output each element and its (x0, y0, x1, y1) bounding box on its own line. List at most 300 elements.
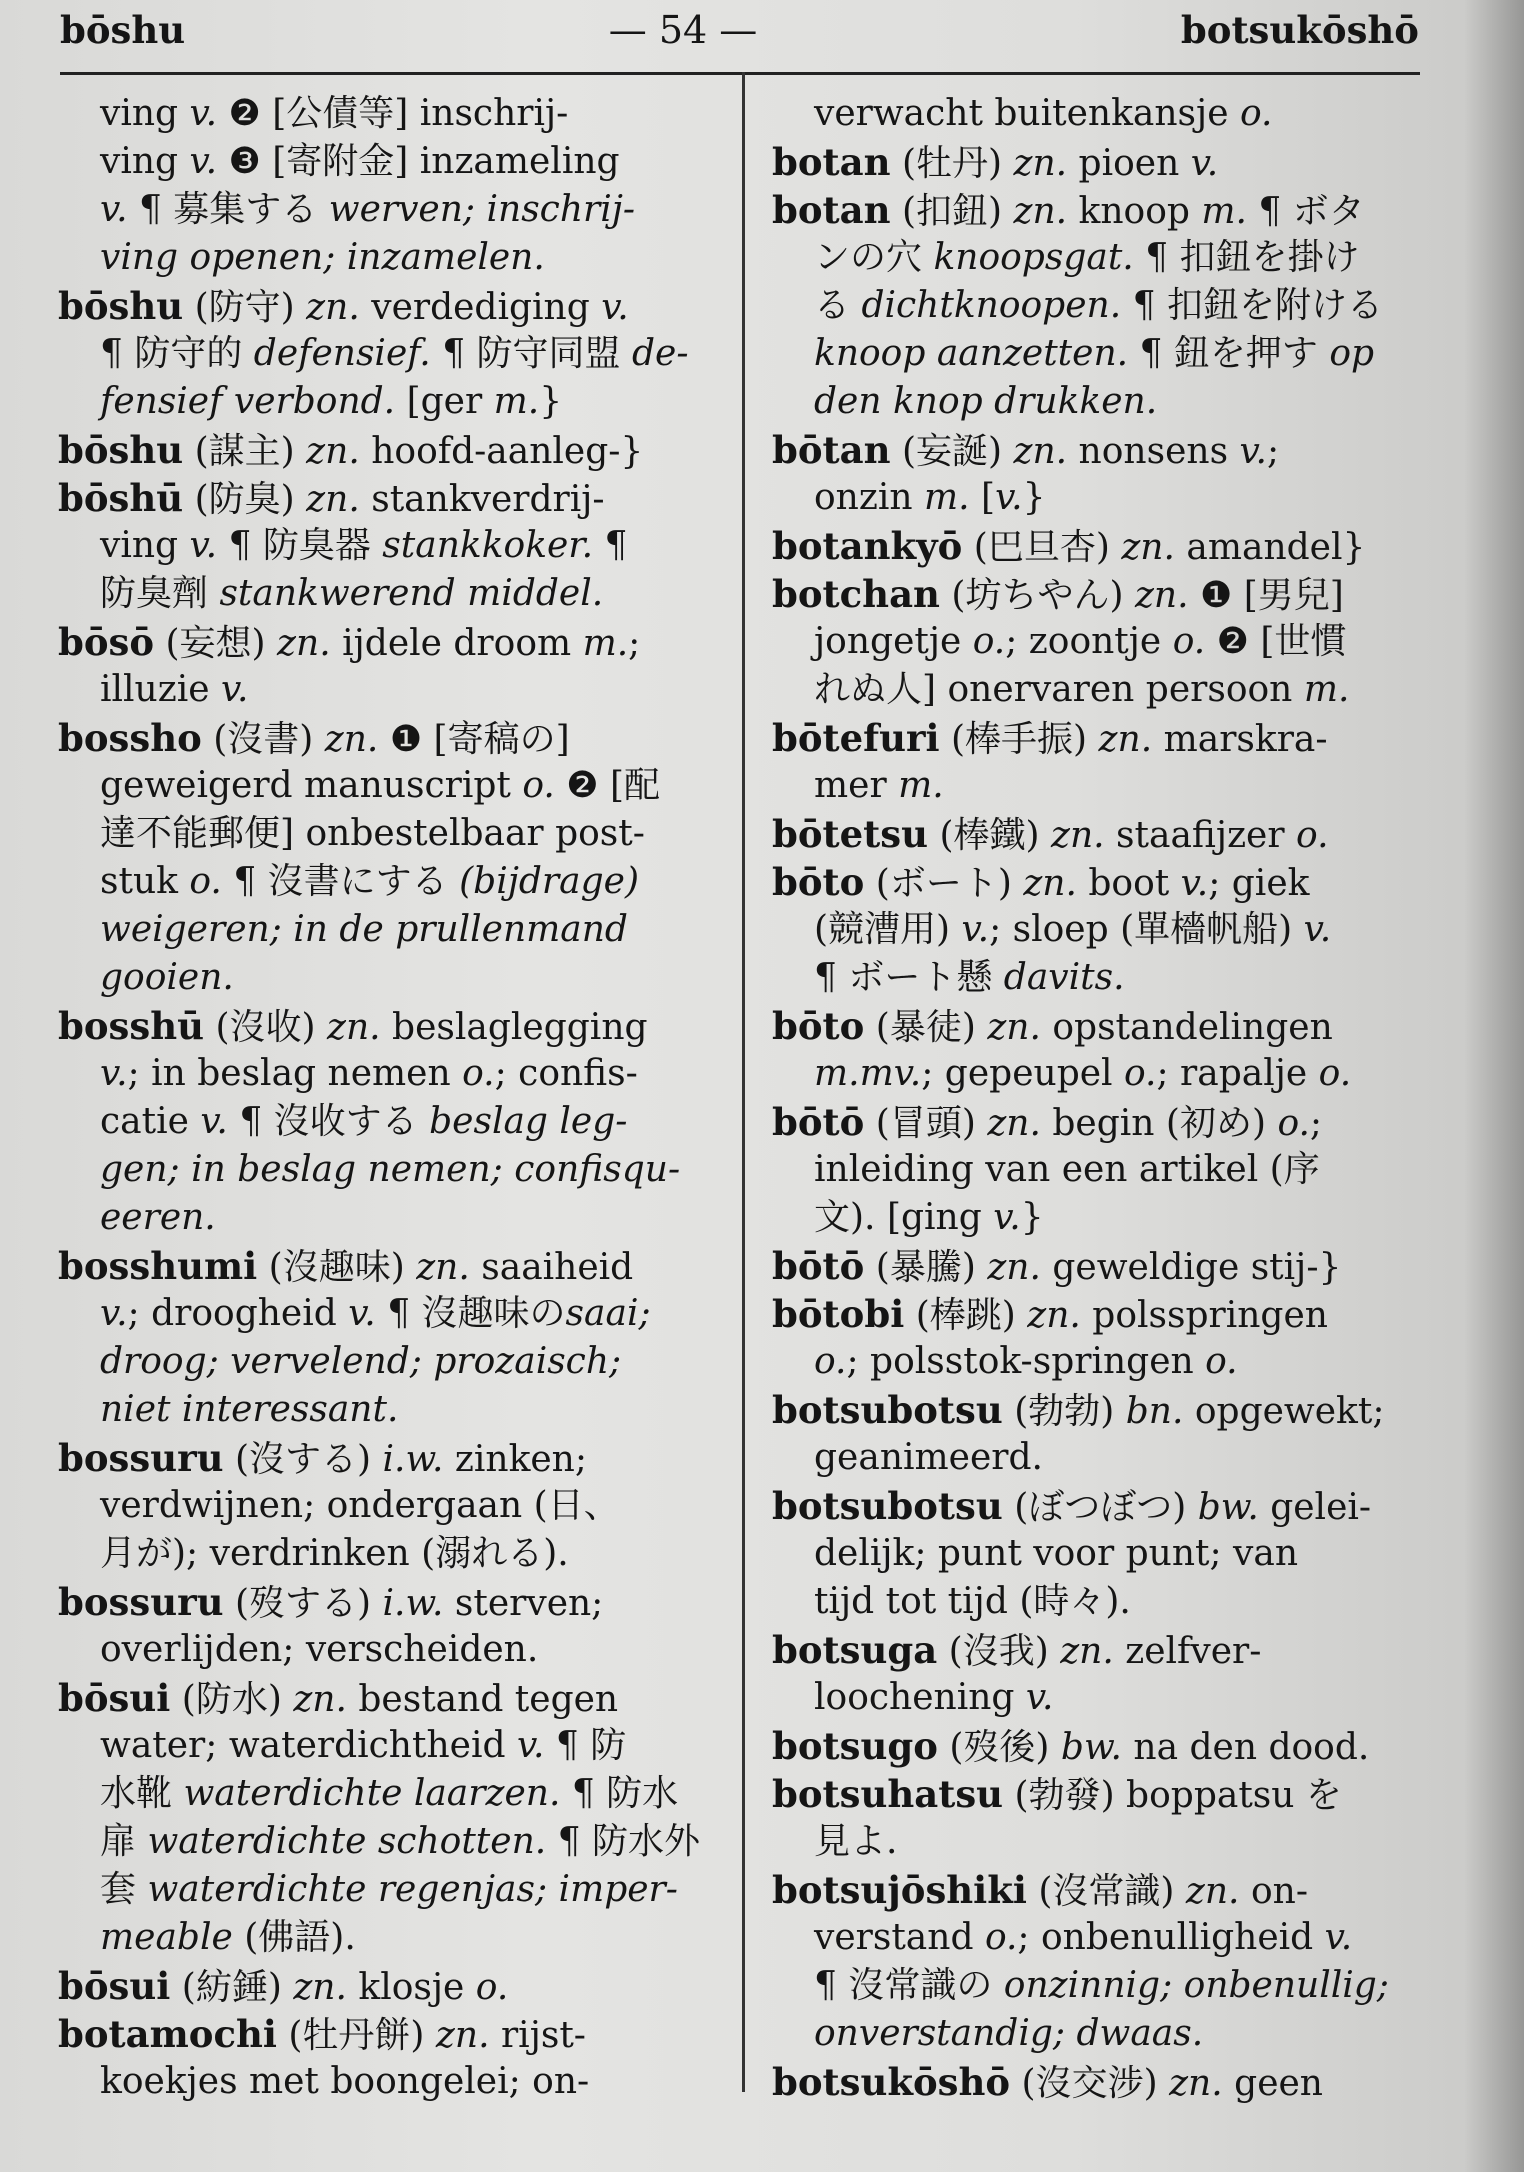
italic-text: zn. (1185, 1871, 1240, 1912)
left-column (58, 90, 718, 2106)
entry-line (58, 282, 718, 330)
entry-text: ving (100, 525, 190, 566)
entry-line (58, 1386, 718, 1434)
entry-line (58, 1914, 718, 1962)
entry-text: ; in beslag nemen (127, 1053, 463, 1094)
italic-text: v. (100, 1293, 128, 1334)
entry-text: (勃發) boppatsu を (1003, 1775, 1342, 1816)
entry-text: ❷ [配 (554, 765, 661, 806)
entry-line (58, 1434, 718, 1482)
italic-text: zn. (1098, 719, 1153, 760)
entry-text: (歿後) (937, 1727, 1061, 1768)
entry-line (772, 426, 1432, 474)
entry-text: verstand (814, 1917, 985, 1958)
italic-text: beslag leg- (429, 1101, 628, 1142)
entry-line (772, 90, 1432, 138)
entry-text: koekjes met boongelei; on- (100, 2061, 590, 2102)
entry-text: na den dood. (1121, 1727, 1370, 1768)
entry-text: (沒する) (223, 1439, 383, 1480)
column-divider (742, 72, 745, 2092)
entry-line (772, 378, 1432, 426)
italic-text: v. (100, 1053, 128, 1094)
entry-line (772, 954, 1432, 1002)
entry-line (58, 714, 718, 762)
italic-text: zn. (1169, 2063, 1223, 2104)
headword: bōsui (58, 1676, 171, 1720)
italic-text: ving openen; inzamelen. (100, 237, 545, 278)
entry-text: } (1020, 1197, 1044, 1238)
italic-text: o. (1205, 1341, 1238, 1382)
italic-text: o. (1277, 1103, 1310, 1144)
italic-text: zn. (987, 1103, 1041, 1144)
entry-line (58, 618, 718, 666)
entry-text: ¶ 沒書にする (221, 861, 460, 902)
italic-text: knoop aanzetten. (814, 333, 1129, 374)
headword: botamochi (58, 2012, 277, 2056)
entry-text: ¶ 沒常識の (814, 1965, 1004, 2006)
entry-line (772, 1962, 1432, 2010)
italic-text: zn. (277, 623, 331, 664)
italic-text: o. (1296, 815, 1329, 856)
entry-line (772, 1674, 1432, 1722)
entry-text: ¶ 沒收する (227, 1101, 430, 1142)
italic-text: m. (493, 381, 540, 422)
entry-text: illuzie (100, 669, 221, 710)
entry-text: (防守) (183, 287, 307, 328)
italic-text: v. (601, 287, 629, 328)
entry-text: ¶ ボタ (1246, 191, 1365, 232)
entry-text: beslaglegging (380, 1007, 648, 1048)
entry-text: (歿する) (223, 1583, 383, 1624)
entry-line (772, 522, 1432, 570)
entry-text: geweigerd manuscript (100, 765, 523, 806)
entry-line (58, 1290, 718, 1338)
headword: botsugo (772, 1724, 938, 1768)
entry-line (772, 1242, 1432, 1290)
entry-text: (ボート) (864, 863, 1024, 904)
italic-text: gen; in beslag nemen; confisqu- (100, 1149, 681, 1190)
entry-text: (扣鈕) (890, 191, 1014, 232)
italic-text: zn. (1060, 1631, 1114, 1672)
entry-text: (防臭) (183, 479, 307, 520)
entry-text: marskra- (1152, 719, 1328, 760)
entry-line (58, 186, 718, 234)
entry-text: [ (969, 477, 996, 518)
entry-line (772, 570, 1432, 618)
italic-text: op (1329, 333, 1375, 374)
entry-line (58, 378, 718, 426)
entry-line (772, 1050, 1432, 1098)
entry-line (58, 570, 718, 618)
entry-text: (暴徒) (864, 1007, 988, 1048)
entry-line (772, 1290, 1432, 1338)
entry-text: ; rapalje (1156, 1053, 1319, 1094)
entry-text: ¶ (593, 525, 628, 566)
entry-text: ; zoontje (1005, 621, 1173, 662)
entry-text: 見よ. (814, 1821, 898, 1862)
entry-text: verdediging (359, 287, 602, 328)
entry-line (772, 1722, 1432, 1770)
entry-line (58, 522, 718, 570)
italic-text: zn. (306, 287, 360, 328)
headword: bōtō (772, 1244, 865, 1288)
italic-text: zn. (416, 1247, 470, 1288)
entry-text: ; (1267, 431, 1280, 472)
headword: bossuru (58, 1580, 224, 1624)
italic-text: v. (200, 1101, 228, 1142)
entry-line (772, 1578, 1432, 1626)
entry-line (772, 1434, 1432, 1482)
headword: botankyō (772, 524, 963, 568)
italic-text: zn. (435, 2015, 490, 2056)
italic-text: v. (961, 909, 990, 950)
headword: bossho (58, 716, 202, 760)
entry-line (772, 138, 1432, 186)
italic-text: zn. (1134, 575, 1189, 616)
italic-text: waterdichte regenjas; imper- (147, 1869, 678, 1910)
entry-text: stankverdrij- (359, 479, 605, 520)
entry-text: (謀主) (183, 431, 307, 472)
entry-text: (牡丹) (890, 143, 1014, 184)
entry-line (772, 1914, 1432, 1962)
entry-text: (防水) (170, 1679, 294, 1720)
italic-text: v. (1180, 863, 1209, 904)
italic-text: defensief. (253, 333, 431, 374)
entry-text: pioen (1067, 143, 1191, 184)
entry-text: 月が); verdrinken (溺れる). (100, 1533, 569, 1574)
italic-text: o. (984, 1917, 1018, 1958)
entry-line (772, 186, 1432, 234)
italic-text: o. (1124, 1053, 1157, 1094)
italic-text: saai; (565, 1293, 651, 1334)
italic-text: waterdichte schotten. (147, 1821, 547, 1862)
page-header (60, 0, 1419, 60)
italic-text: v. (1324, 1917, 1353, 1958)
italic-text: o. (522, 765, 555, 806)
italic-text: dichtknoopen. (861, 285, 1122, 326)
italic-text: zn. (987, 1007, 1041, 1048)
entry-text: ンの穴 (814, 237, 934, 278)
italic-text: v. (1025, 1677, 1054, 1718)
headword: bōto (772, 860, 865, 904)
entry-text: ¶ 扣鈕を掛け (1133, 237, 1360, 278)
italic-text: o. (1318, 1053, 1352, 1094)
entry-text: (紡錘) (170, 1967, 294, 2008)
italic-text: knoopsgat. (933, 237, 1134, 278)
entry-line (58, 858, 718, 906)
entry-text: mer (814, 765, 899, 806)
entry-line (772, 1866, 1432, 1914)
italic-text: o. (189, 861, 222, 902)
entry-text: geanimeerd. (814, 1437, 1043, 1478)
entry-line (772, 1530, 1432, 1578)
italic-text: zn. (306, 479, 360, 520)
italic-text: v. (348, 1293, 376, 1334)
entry-line (772, 1626, 1432, 1674)
entry-text: (佛語). (232, 1917, 356, 1958)
italic-text: o. (814, 1341, 847, 1382)
entry-line (58, 2058, 718, 2106)
italic-text: gooien. (100, 957, 234, 998)
italic-text: onzinnig; onbenullig; (1003, 1965, 1389, 2006)
entry-text: 文). (814, 1197, 876, 1238)
entry-line (772, 1002, 1432, 1050)
entry-text: verwacht buitenkansje (814, 93, 1240, 134)
entry-line (58, 1194, 718, 1242)
italic-text: o. (972, 621, 1006, 662)
page-number: — 54 — (608, 8, 758, 52)
entry-line (58, 1098, 718, 1146)
entry-line (58, 1770, 718, 1818)
italic-text: zn. (1013, 143, 1068, 184)
entry-text: (巴旦杏) (962, 527, 1122, 568)
entry-text: (沒趣味) (257, 1247, 417, 1288)
entry-text: (沒常識) (1026, 1871, 1186, 1912)
entry-line (58, 762, 718, 810)
entry-line (58, 2010, 718, 2058)
italic-text: v. (189, 525, 218, 566)
entry-text: loochening (814, 1677, 1026, 1718)
italic-text: den knop drukken. (814, 381, 1158, 422)
italic-text: v. (516, 1725, 545, 1766)
italic-text: zn. (324, 719, 379, 760)
entry-text: ; onbenulligheid (1017, 1917, 1325, 1958)
italic-text: zn. (306, 431, 360, 472)
entry-text: ; sloep (單檣帆船) (989, 909, 1304, 950)
entry-line (772, 474, 1432, 522)
italic-text: m. (582, 623, 629, 664)
entry-text: ¶ 扣鈕を附ける (1121, 285, 1383, 326)
entry-line (58, 954, 718, 1002)
headword: bōshu (58, 428, 184, 472)
entry-text: ; droogheid (127, 1293, 349, 1334)
italic-text: zn. (1013, 191, 1068, 232)
entry-text: nonsens (1067, 431, 1240, 472)
entry-line (58, 1050, 718, 1098)
italic-text: zn. (1023, 863, 1077, 904)
italic-text: stankwerend middel. (219, 573, 604, 614)
headword: bōtetsu (772, 812, 929, 856)
entry-text: opstandelingen (1040, 1007, 1333, 1048)
entry-line (58, 906, 718, 954)
page-edge-shadow (1464, 0, 1524, 2172)
entry-text: } (539, 381, 563, 422)
italic-text: v. (1190, 143, 1219, 184)
entry-text: ❶ [男兒] (1188, 575, 1344, 616)
entry-text: ¶ ボート懸 (814, 957, 1004, 998)
headword: bōsō (58, 620, 155, 664)
entry-text: (冒頭) (864, 1103, 988, 1144)
italic-text: o. (462, 1053, 495, 1094)
entry-text: onzin (814, 477, 924, 518)
entry-line (772, 1482, 1432, 1530)
entry-line (772, 810, 1432, 858)
entry-text: stuk (100, 861, 190, 902)
headword: botan (772, 188, 891, 232)
entry-text: ¶ 防臭器 (217, 525, 383, 566)
entry-text: ; giek (1208, 863, 1310, 904)
entry-text: 達不能郵便] onbestelbaar post- (100, 813, 645, 854)
headword: botsukōshō (772, 2060, 1011, 2104)
italic-text: onverstandig; dwaas. (814, 2013, 1204, 2054)
italic-text: v. (189, 93, 218, 134)
entry-line (58, 426, 718, 474)
italic-text: o. (475, 1967, 509, 2008)
entry-line (58, 1962, 718, 2010)
entry-line (58, 810, 718, 858)
header-right-guide-word: botsukōshō (1180, 8, 1419, 52)
headword: botsuhatsu (772, 1772, 1004, 1816)
entry-text: [ger (395, 381, 494, 422)
italic-text: v. (220, 669, 249, 710)
entry-text: (坊ちやん) (939, 575, 1135, 616)
entry-line (58, 1530, 718, 1578)
headword: bōtobi (772, 1292, 905, 1336)
italic-text: m. (898, 765, 944, 806)
entry-text: ¶ 防 (544, 1725, 627, 1766)
entry-text: klosje (346, 1967, 476, 2008)
entry-line (772, 666, 1432, 714)
italic-text: m. (1201, 191, 1247, 232)
entry-text: sterven; (443, 1583, 604, 1624)
entry-line (772, 1770, 1432, 1818)
entry-line (58, 474, 718, 522)
entry-text: ❷ [世慣 (1205, 621, 1347, 662)
entry-text: (妄想) (154, 623, 278, 664)
italic-text: zn. (1121, 527, 1175, 568)
entry-line (58, 666, 718, 714)
italic-text: stankkoker. (382, 525, 594, 566)
italic-text: droog; vervelend; prozaisch; (100, 1341, 622, 1382)
entry-text: ¶ 防水 (560, 1773, 679, 1814)
entry-line (58, 1146, 718, 1194)
entry-text: ¶ 沒趣味の (375, 1293, 566, 1334)
headword: bōtō (772, 1100, 865, 1144)
italic-text: m. (923, 477, 970, 518)
entry-line (772, 858, 1432, 906)
entry-line (772, 1098, 1432, 1146)
entry-text: (暴騰) (864, 1247, 988, 1288)
entry-line (58, 1242, 718, 1290)
entry-text: verdwijnen; ondergaan (日、 (100, 1485, 620, 1526)
entry-text: overlijden; verscheiden. (100, 1629, 539, 1670)
entry-line (772, 1146, 1432, 1194)
headword: bōshu (58, 284, 184, 328)
italic-text: meable (100, 1917, 233, 1958)
italic-text: v. (189, 141, 218, 182)
entry-line (772, 2058, 1432, 2106)
italic-text: eeren. (100, 1197, 216, 1238)
entry-line (58, 1866, 718, 1914)
entry-line (58, 234, 718, 282)
entry-text: ¶ 防水外 (546, 1821, 700, 1862)
entry-text: knoop (1067, 191, 1202, 232)
entry-text: ; (1309, 1103, 1323, 1144)
entry-line (58, 1722, 718, 1770)
entry-text: delijk; punt voor punt; van (814, 1533, 1299, 1574)
entry-text: ; polsstok-springen (846, 1341, 1206, 1382)
entry-line (772, 1386, 1432, 1434)
entry-text: inleiding van een artikel (序 (814, 1149, 1320, 1190)
entry-text: (沒書) (201, 719, 325, 760)
entry-text: ; gepeupel (921, 1053, 1124, 1094)
italic-text: m. (1303, 669, 1350, 710)
italic-text: zn. (1027, 1295, 1081, 1336)
entry-line (772, 762, 1432, 810)
italic-text: i.w. (382, 1583, 444, 1624)
entry-text: ¶ 募集する (127, 189, 329, 230)
headword: bōto (772, 1004, 865, 1048)
entry-text: ¶ 鈕を押す (1128, 333, 1330, 374)
entry-text: (棒跳) (904, 1295, 1028, 1336)
headword: botsubotsu (772, 1388, 1003, 1432)
italic-text: m.mv. (814, 1053, 922, 1094)
entry-line (772, 714, 1432, 762)
italic-text: o. (1172, 621, 1206, 662)
entry-text: (競漕用) (814, 909, 962, 950)
headword: botan (772, 140, 891, 184)
italic-text: v. (100, 189, 128, 230)
entry-text: (沒我) (937, 1631, 1061, 1672)
italic-text: weigeren; in de prullenmand (100, 909, 628, 950)
headword: bōtan (772, 428, 891, 472)
italic-text: davits. (1003, 957, 1125, 998)
entry-text: geweldige stij-} (1040, 1247, 1342, 1288)
entry-text: 水靴 (100, 1773, 184, 1814)
entry-line (58, 1626, 718, 1674)
italic-text: niet interessant. (100, 1389, 399, 1430)
entry-text: bestand tegen (346, 1679, 619, 1720)
entry-text: opgewekt; (1183, 1391, 1385, 1432)
entry-text: (棒手振) (939, 719, 1099, 760)
entry-text: 套 (100, 1869, 148, 1910)
italic-text: bn. (1125, 1391, 1184, 1432)
entry-text: (ぼつぼつ) (1002, 1487, 1198, 1528)
entry-line (772, 1818, 1432, 1866)
entry-line (772, 234, 1432, 282)
entry-line (58, 330, 718, 378)
italic-text: v. (1303, 909, 1332, 950)
entry-text: 扉 (100, 1821, 148, 1862)
headword: bōshū (58, 476, 184, 520)
italic-text: zn. (293, 1679, 347, 1720)
entry-text: ❸ [寄附金] inzameling (217, 141, 620, 182)
entry-line (58, 1818, 718, 1866)
entry-text: hoofd-aanleg-} (359, 431, 644, 472)
entry-text: catie (100, 1101, 201, 1142)
italic-text: i.w. (382, 1439, 444, 1480)
entry-text: (妄誕) (890, 431, 1014, 472)
italic-text: werven; inschrij- (328, 189, 636, 230)
entry-text: polsspringen (1080, 1295, 1328, 1336)
entry-text: ijdele droom (330, 623, 583, 664)
entry-text: (棒鐵) (928, 815, 1051, 856)
entry-line (58, 1674, 718, 1722)
italic-text: waterdichte laarzen. (183, 1773, 561, 1814)
header-left-guide-word: bōshu (60, 8, 186, 52)
italic-text: bw. (1060, 1727, 1122, 1768)
entry-line (58, 1002, 718, 1050)
entry-text: る (814, 285, 862, 326)
header-rule (60, 72, 1420, 75)
entry-text: geen (1222, 2063, 1323, 2104)
entry-text: ❷ [公債等] inschrij- (217, 93, 569, 134)
entry-text: gelei- (1258, 1487, 1372, 1528)
entry-line (58, 138, 718, 186)
headword: botchan (772, 572, 940, 616)
italic-text: o. (1239, 93, 1273, 134)
entry-text: } (1022, 477, 1046, 518)
